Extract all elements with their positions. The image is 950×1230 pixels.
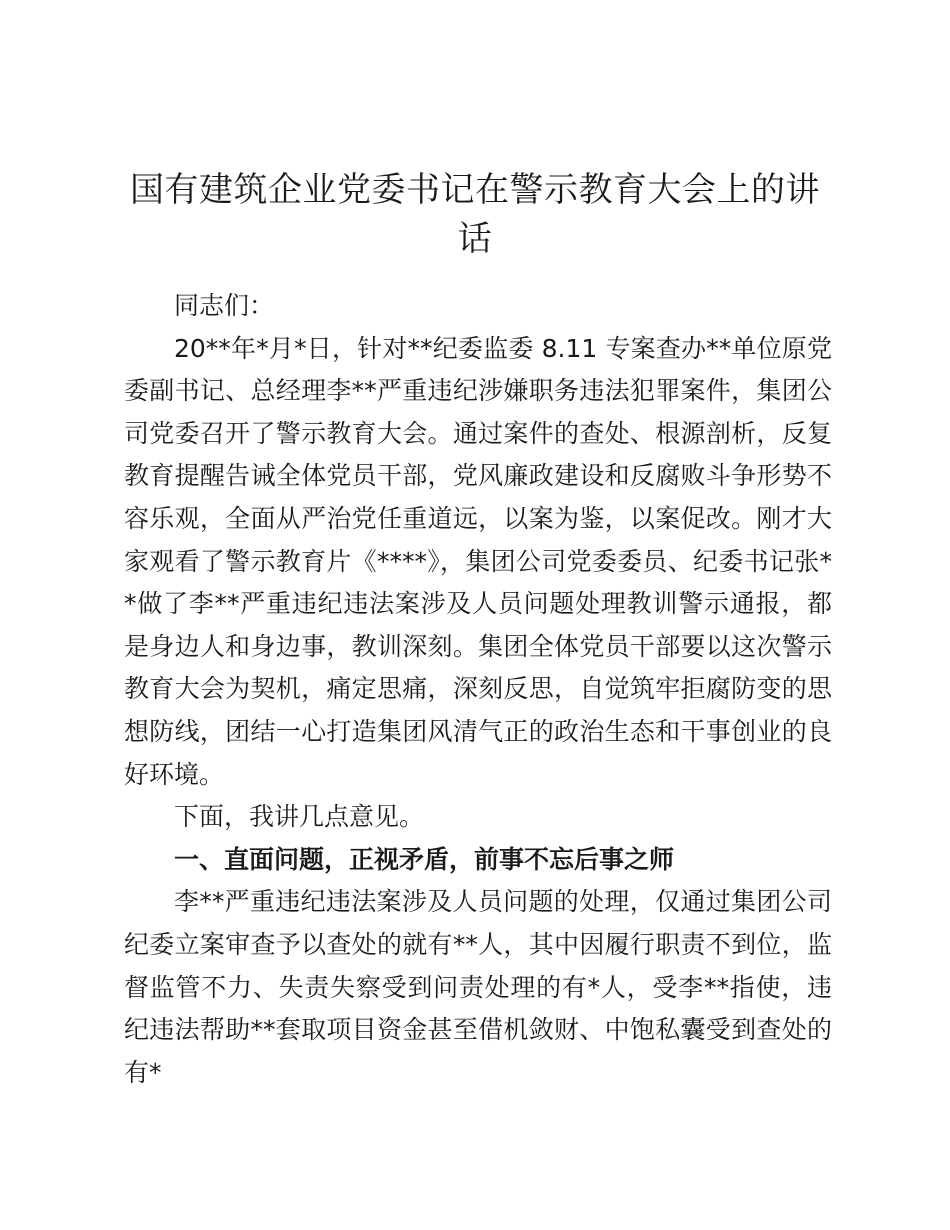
intro-paragraph: 20**年*月*日，针对**纪委监委 8.11 专案查办**单位原党委副书记、总经理李**严重违纪涉嫌职务违法犯罪案件，集团公司党委召开了警示教育大会。通过案件的查处、根源剖析，反复教育提醒告诫全体党员干部，党风廉政建设和反腐败斗争形势不容乐观，全面从严治党任重道远，以案为鉴，以案促改。刚才大家观看了警示教育片《****》，集团公司党委委员、纪委书记张**做了李**严重违纪违法案涉及人员问题处理教训警示通报，都是身边人和身边事，教训深刻。集团全体党员干部要以这次警示教育大会为契机，痛定思痛，深刻反思，自觉筑牢拒腐防变的思想防线，团结一心打造集团风清气正的政治生态和干事创业的良好环境。 (124, 333, 832, 789)
salutation: 同志们： (174, 291, 275, 320)
section-paragraph: 李**严重违纪违法案涉及人员问题的处理，仅通过集团公司纪委立案审查予以查处的就有**人，其中因履行职责不到位，监督监管不力、失责失察受到问责处理的有*人，受李**指使，违纪违法帮助**套取项目资金甚至借机敛财、中饱私囊受到查处的有* (124, 887, 832, 1087)
transition-paragraph: 下面，我讲几点意见。 (174, 802, 425, 832)
document-body (124, 285, 832, 1094)
section-heading: 一、直面问题，正视矛盾，前事不忘后事之师 (174, 844, 675, 874)
document-title: 国有建筑企业党委书记在警示教育大会上的讲话 (130, 170, 820, 259)
